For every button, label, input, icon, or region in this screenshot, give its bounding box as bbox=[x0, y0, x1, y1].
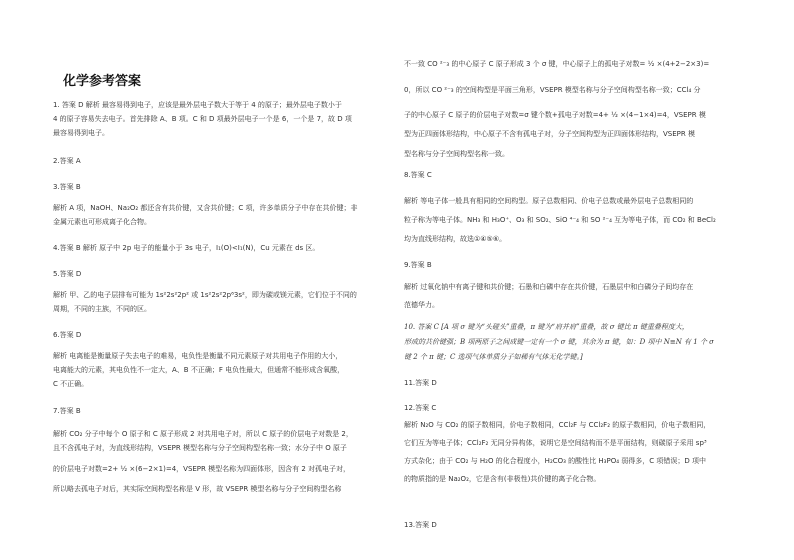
page-title: 化学参考答案 bbox=[63, 74, 142, 89]
left-text-line: 7.答案 B bbox=[53, 407, 81, 415]
left-text-line: 最容易得到电子。 bbox=[53, 129, 109, 137]
left-text-line: 金属元素也可形成离子化合物。 bbox=[53, 218, 151, 226]
right-text-line: 解析 等电子体一般具有相同的空间构型。原子总数相同、价电子总数或最外层电子总数相同的 bbox=[404, 197, 694, 205]
left-text-line: 4.答案 B 解析 原子中 2p 电子的能量小于 3s 电子，I₁(O)<I₁(N)，Cu 元素在 ds 区。 bbox=[53, 244, 320, 252]
right-text-line: 9.答案 B bbox=[404, 261, 432, 269]
left-text-line: 2.答案 A bbox=[53, 157, 81, 165]
right-text-line: 型名称与分子空间构型名称一致。 bbox=[404, 150, 509, 158]
right-text-line: 解析 过氧化钠中有离子键和共价键；石墨和白磷中存在共价键，石墨层中和白磷分子间均存在 bbox=[404, 283, 694, 291]
left-text-line: 解析 A 项，NaOH、Na₂O₂ 都还含有共价键，又含共价键；C 项，许多单质分子中存在共价键；非 bbox=[53, 204, 358, 212]
left-text-line: 所以略去孤电子对后，其实际空间构型名称是 V 形，故 VSEPR 模型名称与分子空间构型名称 bbox=[53, 485, 342, 493]
right-text-line: 不一致 CO ²⁻₃ 的中心原子 C 原子形成 3 个 σ 键，中心原子上的孤电子对数= ½ ×(4+2−2×3)= bbox=[404, 60, 710, 68]
left-text-line: 的价层电子对数=2+ ½ ×(6−2×1)=4，VSEPR 模型名称为四面体形，因含有 2 对孤电子对， bbox=[53, 465, 351, 473]
right-text-line: 12.答案 C bbox=[404, 404, 437, 412]
left-text-line: 3.答案 B bbox=[53, 183, 81, 191]
left-text-line: 且不含孤电子对，为直线形结构，VSEPR 模型名称与分子空间构型名称一致；水分子中 O 原子 bbox=[53, 444, 347, 452]
right-text-line: 0，所以 CO ²⁻₃ 的空间构型是平面三角形，VSEPR 模型名称与分子空间构型名称一致；CCl₄ 分 bbox=[404, 86, 701, 94]
left-text-line: 周期，不同的主族，不同的区。 bbox=[53, 305, 151, 313]
right-text-line: 11.答案 D bbox=[404, 379, 437, 387]
left-text-line: 解析 甲、乙的电子层排布可能为 1s²2s²2p² 或 1s²2s²2p⁶3s²，即为碳或镁元素，它们位于不同的 bbox=[53, 291, 357, 299]
left-text-line: 1. 答案 D 解析 最容易得到电子，应该是最外层电子数大于等于 4 的原子；最外层电子数小于 bbox=[53, 101, 342, 109]
right-text-line: 子的中心原子 C 原子的价层电子对数=σ 键个数+孤电子对数=4+ ½ ×(4−1×4)=4，VSEPR 模 bbox=[404, 111, 706, 119]
right-text-line: 范德华力。 bbox=[404, 301, 439, 309]
left-text-line: 6.答案 D bbox=[53, 331, 82, 339]
left-text-line: 5.答案 D bbox=[53, 270, 82, 278]
left-text-line: 4 的原子容易失去电子。首先排除 A、B 项。C 和 D 项最外层电子一个是 6，一个是 7，故 D 项 bbox=[53, 115, 352, 123]
left-text-line: C 不正确。 bbox=[53, 380, 89, 388]
right-text-line: 解析 N₂O 与 CO₂ 的原子数相同，价电子数相同，CCl₂F 与 CCl₂F₂ 的原子数相同，价电子数相同， bbox=[404, 421, 711, 429]
right-text-line: 形成的共价键强；B 项两原子之间成键一定有一个 σ 键，其余为 π 键，如：D 项中 N≡N 有 1 个 σ bbox=[404, 338, 714, 346]
right-text-line: 键 2 个 π 键；C 选项气体单质分子如稀有气体无化学键。] bbox=[404, 353, 583, 361]
right-text-line: 均为直线形结构，故选①④⑤⑥。 bbox=[404, 235, 507, 243]
right-text-line: 13.答案 D bbox=[404, 521, 437, 529]
left-text-line: 解析 电离能是衡量原子失去电子的难易，电负性是衡量不同元素原子对共用电子作用的大小， bbox=[53, 352, 343, 360]
left-text-line: 解析 CO₂ 分子中每个 O 原子和 C 原子形成 2 对共用电子对，所以 C 原子的价层电子对数是 2， bbox=[53, 430, 353, 438]
right-text-line: 10. 答案 C [A 项 σ 键为“头碰头”重叠，π 键为“肩并肩”重叠，故 σ 键比 π 键重叠程度大， bbox=[404, 323, 689, 331]
right-text-line: 它们互为等电子体；CCl₂F₂ 无同分异构体，说明它是空间结构而不是平面结构，则碳原子采用 sp³ bbox=[404, 439, 707, 447]
right-text-line: 粒子称为等电子体。NH₃ 和 H₃O⁺、O₃ 和 SO₂、SiO ⁴⁻₄ 和 SO ²⁻₄ 互为等电子体，而 CO₂ 和 BeCl₂ bbox=[404, 216, 716, 224]
right-text-line: 8.答案 C bbox=[404, 171, 432, 179]
right-text-line: 方式杂化；由于 CO₂ 与 H₂O 的化合程度小，H₂CO₃ 的酸性比 H₃PO₄ 弱得多，C 项错误；D 项中 bbox=[404, 457, 706, 465]
right-text-line: 型为正四面体形结构，中心原子不含有孤电子对，分子空间构型为正四面体形结构，VSEPR 模 bbox=[404, 130, 695, 138]
right-text-line: 的物质指的是 Na₂O₂，它是含有(非极性)共价键的离子化合物。 bbox=[404, 475, 601, 483]
left-text-line: 电离能大的元素，其电负性不一定大，A、B 不正确；F 电负性最大，但通常不能形成含氧酸， bbox=[53, 366, 345, 374]
